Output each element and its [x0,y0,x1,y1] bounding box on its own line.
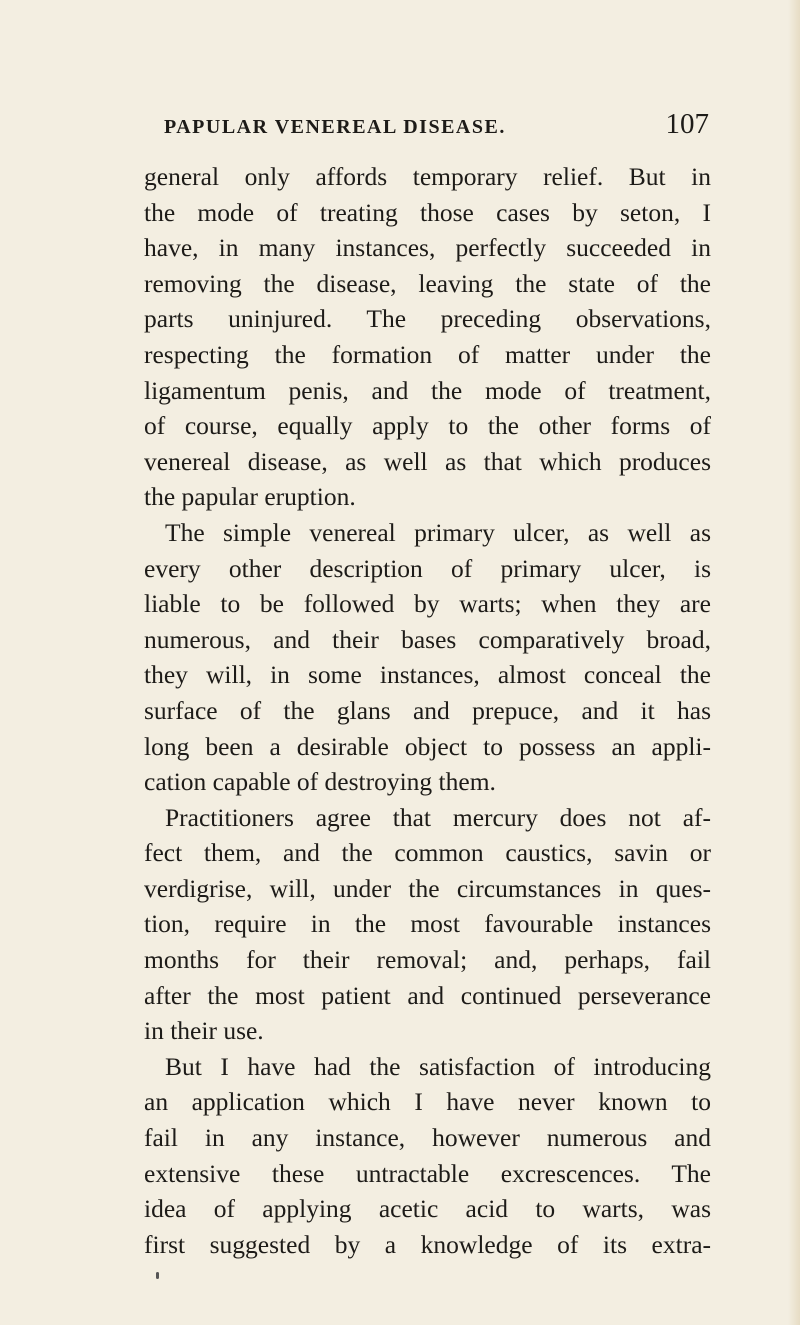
text-line: Practitioners agree that mercury does not af- [165,802,711,832]
text-line: in their use. [144,1016,264,1046]
text-line: after the most patient and continued perseverance [144,980,711,1010]
text-line: fect them, and the common caustics, savin or [144,838,711,868]
text-line: of course, equally apply to the other forms of [144,411,711,441]
page-number: 107 [665,108,709,140]
text-line: they will, in some instances, almost conceal the [144,660,711,690]
text-line: venereal disease, as well as that which produces [144,446,711,476]
text-line: fail in any instance, however numerous and [144,1123,711,1153]
text-line: every other description of primary ulcer, is [144,553,711,583]
running-head-title: PAPULAR VENEREAL DISEASE. [164,116,506,138]
text-line: the papular eruption. [144,482,356,512]
text-line: removing the disease, leaving the state of the [144,268,711,298]
text-line: verdigrise, will, under the circumstances in ques- [144,873,711,903]
text-line: respecting the formation of matter under the [144,339,711,369]
text-line: the mode of treating those cases by seton, I [144,197,711,227]
text-line: The simple venereal primary ulcer, as well as [165,517,711,547]
text-line: numerous, and their bases comparatively broad, [144,624,711,654]
text-line: general only affords temporary relief. But in [144,162,711,191]
text-line: extensive these untractable excrescences. The [144,1158,711,1188]
text-line: surface of the glans and prepuce, and it has [144,695,711,725]
ink-speck [156,1272,159,1279]
text-line: liable to be followed by warts; when they are [144,589,711,619]
page-edge-shadow [788,0,800,1325]
text-line: cation capable of destroying them. [144,767,496,797]
body-text [144,159,711,1262]
text-line: have, in many instances, perfectly succeeded in [144,233,711,263]
text-line: an application which I have never known to [144,1087,711,1117]
text-line: first suggested by a knowledge of its extra- [144,1229,711,1259]
running-head [164,108,709,148]
text-line: parts uninjured. The preceding observations, [144,304,711,334]
text-line: months for their removal; and, perhaps, fail [144,945,711,975]
text-line: ligamentum penis, and the mode of treatment, [144,375,711,405]
text-line: tion, require in the most favourable instances [144,909,711,939]
text-line: idea of applying acetic acid to warts, was [144,1194,711,1224]
text-line: long been a desirable object to possess an appli- [144,731,711,761]
text-line: But I have had the satisfaction of introducing [165,1051,711,1081]
